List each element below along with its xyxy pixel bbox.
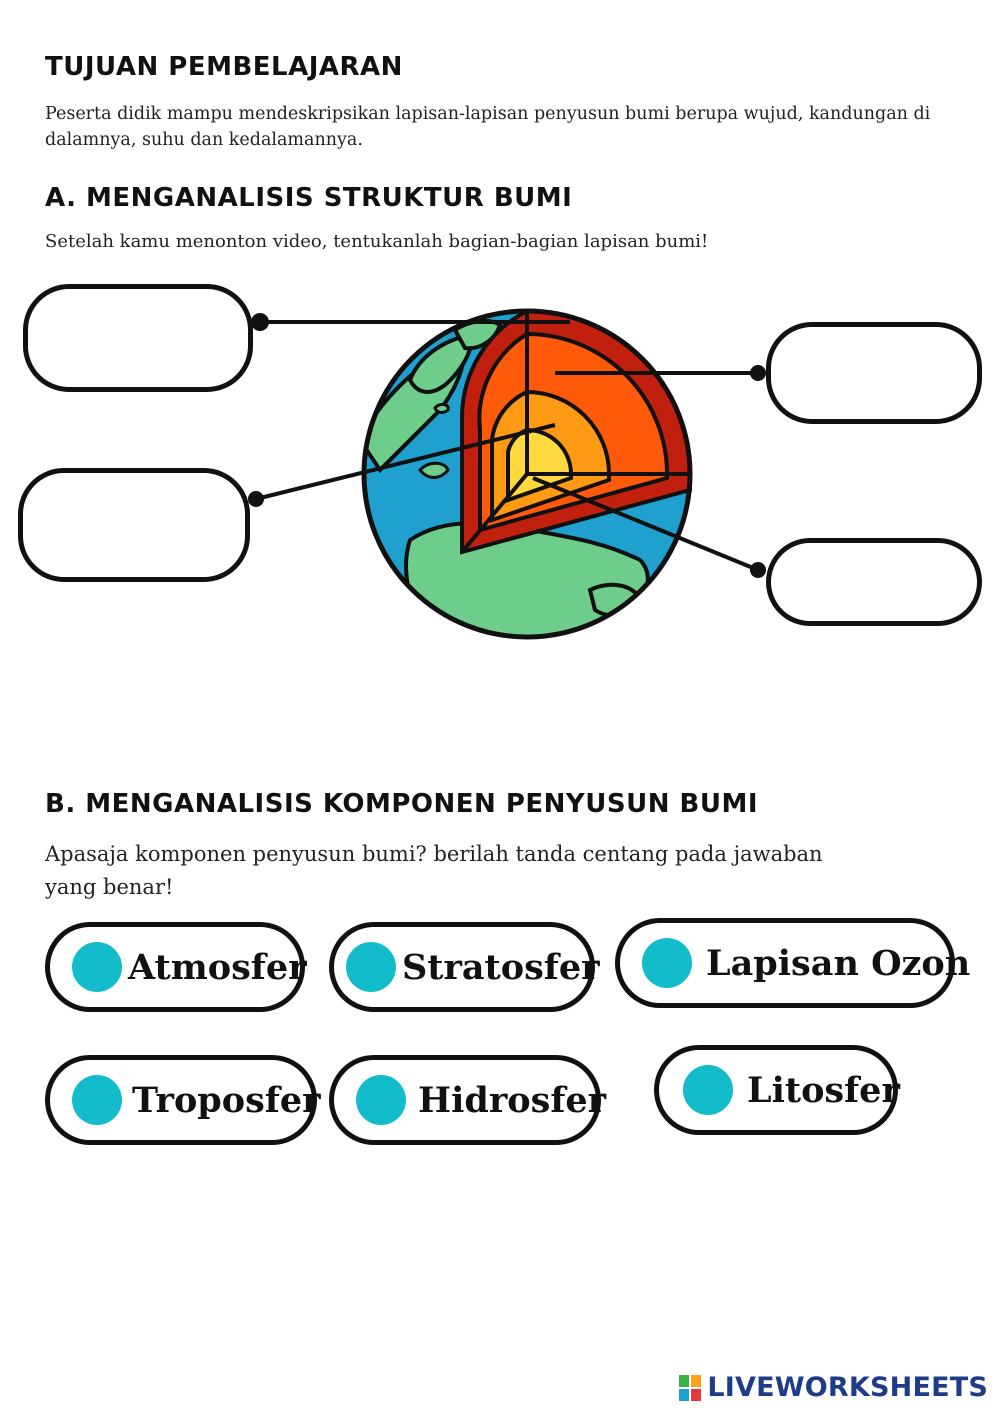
- answer-box-inner-core[interactable]: [766, 538, 982, 626]
- pointer-dot-top-left: [251, 313, 269, 331]
- radio-dot-icon[interactable]: [642, 938, 692, 988]
- pointer-dot-bottom-left: [248, 491, 264, 507]
- objectives-title: TUJUAN PEMBELAJARAN: [45, 52, 403, 82]
- option-lapisan-ozon[interactable]: [615, 918, 971, 1008]
- section-a-title: A. MENGANALISIS STRUKTUR BUMI: [45, 183, 573, 213]
- section-a-instruction: Setelah kamu menonton video, tentukanlah bagian-bagian lapisan bumi!: [45, 231, 709, 252]
- radio-dot-icon[interactable]: [72, 1075, 122, 1125]
- objectives-text-line1: Peserta didik mampu mendeskripsikan lapisan-lapisan penyusun bumi berupa wujud, kandungan di: [45, 104, 931, 124]
- radio-dot-icon[interactable]: [356, 1075, 406, 1125]
- liveworksheets-logo-icon: [679, 1375, 703, 1401]
- pointer-dot-bottom-right: [750, 562, 766, 578]
- radio-dot-icon[interactable]: [683, 1065, 733, 1115]
- option-troposfer[interactable]: [45, 1055, 321, 1145]
- pointer-dot-top-right: [750, 365, 766, 381]
- option-label: Stratosfer: [402, 946, 600, 988]
- section-b-title: B. MENGANALISIS KOMPONEN PENYUSUN BUMI: [45, 789, 758, 819]
- option-litosfer[interactable]: [654, 1045, 898, 1135]
- answer-box-outer-core[interactable]: [18, 468, 250, 582]
- option-stratosfer[interactable]: [329, 922, 600, 1012]
- section-b-question-line2: yang benar!: [45, 875, 174, 899]
- option-label: Troposfer: [132, 1079, 321, 1121]
- answer-box-mantle[interactable]: [766, 322, 982, 424]
- option-atmosfer[interactable]: [45, 922, 305, 1012]
- option-label: Litosfer: [747, 1069, 900, 1111]
- brand-name: LIVEWORKSHEETS: [707, 1372, 988, 1403]
- radio-dot-icon[interactable]: [346, 942, 396, 992]
- earth-globe: [360, 311, 690, 640]
- option-hidrosfer[interactable]: [329, 1055, 607, 1145]
- option-label: Atmosfer: [128, 946, 307, 988]
- section-b-question: [45, 838, 823, 904]
- objectives-text-line2: dalamnya, suhu dan kedalamannya.: [45, 130, 363, 150]
- option-label: Hidrosfer: [418, 1079, 607, 1121]
- radio-dot-icon[interactable]: [72, 942, 122, 992]
- footer-branding: [679, 1372, 988, 1403]
- option-label: Lapisan Ozon: [706, 942, 971, 984]
- answer-box-crust[interactable]: [23, 284, 253, 392]
- section-b-question-line1: Apasaja komponen penyusun bumi? berilah tanda centang pada jawaban: [45, 842, 823, 866]
